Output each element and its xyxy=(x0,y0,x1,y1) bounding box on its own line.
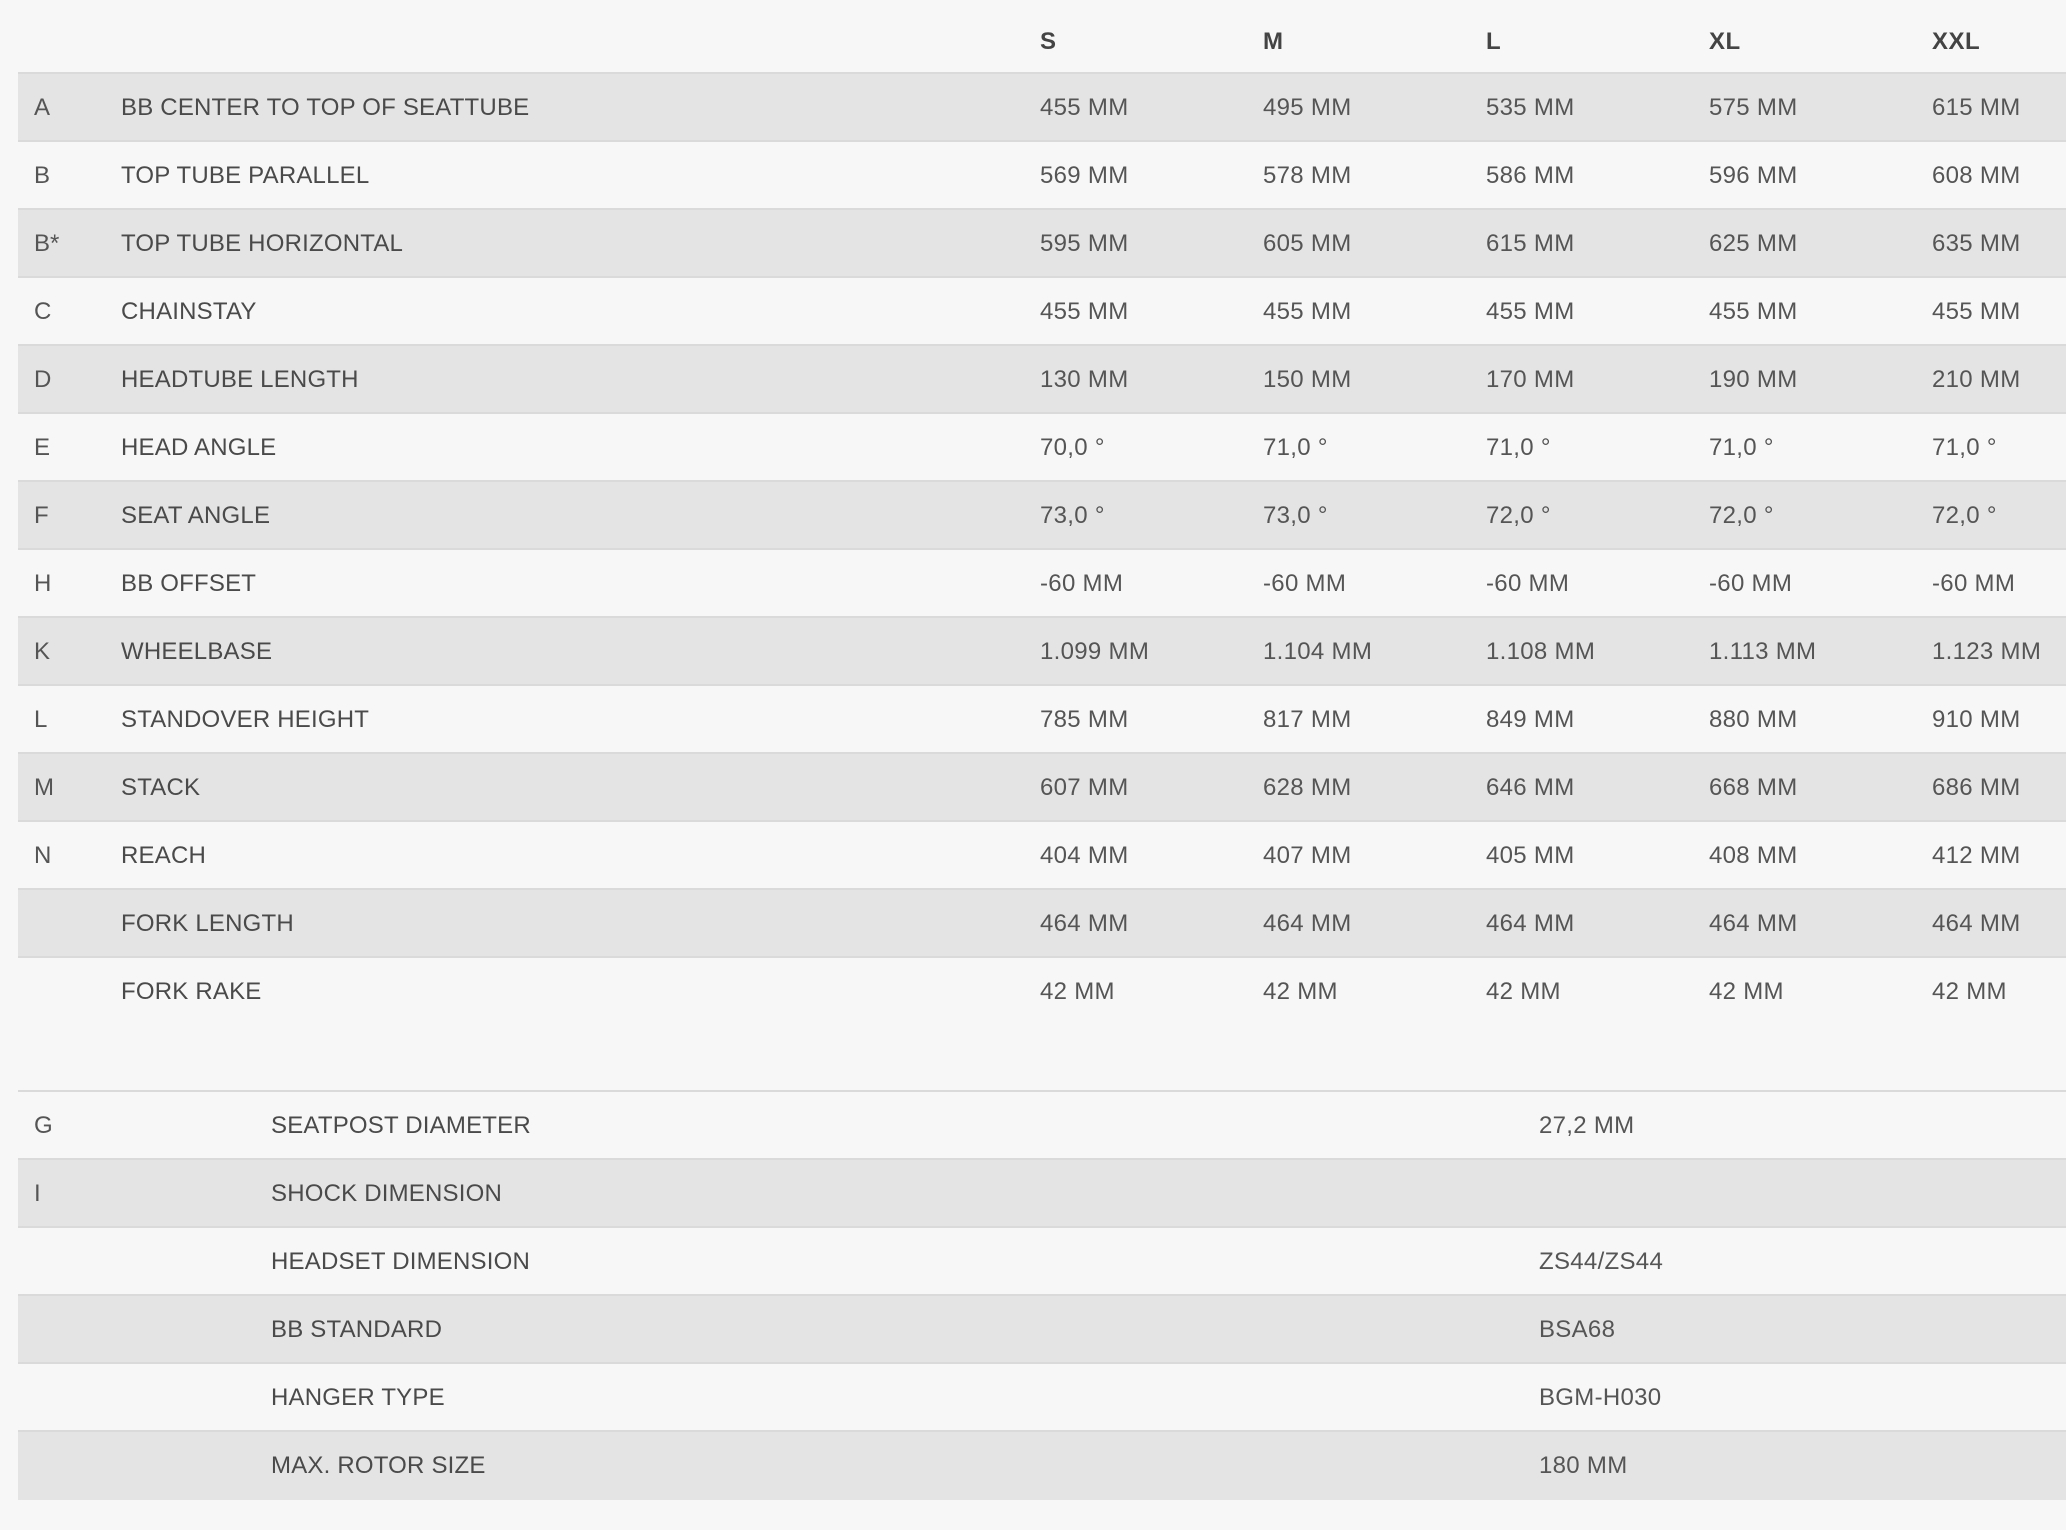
value-cell-xl: 668 MM xyxy=(1709,774,1798,801)
value-cell-s: 1.099 MM xyxy=(1040,638,1150,665)
size-header-row xyxy=(18,0,2066,74)
row-label: HEAD ANGLE xyxy=(121,434,277,461)
value-cell-l: 455 MM xyxy=(1486,298,1575,325)
value-cell-l: 646 MM xyxy=(1486,774,1575,801)
spec-row xyxy=(18,1092,2066,1160)
value-cell-l: 1.108 MM xyxy=(1486,638,1596,665)
value-cell-l: 615 MM xyxy=(1486,230,1575,257)
spec-code: I xyxy=(34,1180,41,1207)
spec-value: BGM-H030 xyxy=(1539,1384,1662,1411)
spec-label: SEATPOST DIAMETER xyxy=(271,1112,531,1139)
size-header-s: S xyxy=(1040,28,1057,55)
geometry-row xyxy=(18,482,2066,550)
value-cell-xxl: -60 MM xyxy=(1932,570,2016,597)
value-cell-s: 42 MM xyxy=(1040,978,1115,1005)
size-header-xxl: XXL xyxy=(1932,28,1981,55)
row-code: A xyxy=(34,94,51,121)
spec-label: MAX. ROTOR SIZE xyxy=(271,1452,486,1479)
spec-label: SHOCK DIMENSION xyxy=(271,1180,503,1207)
row-code: L xyxy=(34,706,48,733)
spec-value: ZS44/ZS44 xyxy=(1539,1248,1664,1275)
value-cell-s: 404 MM xyxy=(1040,842,1129,869)
value-cell-xl: 575 MM xyxy=(1709,94,1798,121)
row-code: K xyxy=(34,638,51,665)
value-cell-l: 72,0 ° xyxy=(1486,502,1551,529)
value-cell-l: 464 MM xyxy=(1486,910,1575,937)
value-cell-l: 849 MM xyxy=(1486,706,1575,733)
value-cell-xl: 71,0 ° xyxy=(1709,434,1774,461)
geometry-row xyxy=(18,210,2066,278)
geometry-row xyxy=(18,74,2066,142)
value-cell-l: 586 MM xyxy=(1486,162,1575,189)
value-cell-s: 455 MM xyxy=(1040,298,1129,325)
value-cell-l: -60 MM xyxy=(1486,570,1570,597)
row-label: REACH xyxy=(121,842,207,869)
value-cell-s: 607 MM xyxy=(1040,774,1129,801)
value-cell-l: 170 MM xyxy=(1486,366,1575,393)
value-cell-s: 569 MM xyxy=(1040,162,1129,189)
row-label: STACK xyxy=(121,774,201,801)
row-code: H xyxy=(34,570,52,597)
value-cell-s: 785 MM xyxy=(1040,706,1129,733)
spec-row xyxy=(18,1160,2066,1228)
spec-label: BB STANDARD xyxy=(271,1316,443,1343)
value-cell-xl: 72,0 ° xyxy=(1709,502,1774,529)
value-cell-xxl: 615 MM xyxy=(1932,94,2021,121)
row-label: BB OFFSET xyxy=(121,570,257,597)
row-label: FORK LENGTH xyxy=(121,910,294,937)
value-cell-m: 578 MM xyxy=(1263,162,1352,189)
value-cell-xxl: 635 MM xyxy=(1932,230,2021,257)
value-cell-xl: 880 MM xyxy=(1709,706,1798,733)
value-cell-s: -60 MM xyxy=(1040,570,1124,597)
value-cell-xxl: 72,0 ° xyxy=(1932,502,1997,529)
value-cell-xl: 455 MM xyxy=(1709,298,1798,325)
value-cell-l: 42 MM xyxy=(1486,978,1561,1005)
row-code: F xyxy=(34,502,49,529)
row-label: SEAT ANGLE xyxy=(121,502,271,529)
value-cell-m: 628 MM xyxy=(1263,774,1352,801)
geometry-row xyxy=(18,958,2066,1026)
value-cell-xxl: 71,0 ° xyxy=(1932,434,1997,461)
row-label: HEADTUBE LENGTH xyxy=(121,366,359,393)
geometry-table-body xyxy=(18,74,2066,1026)
row-code: N xyxy=(34,842,52,869)
row-label: FORK RAKE xyxy=(121,978,262,1005)
size-header-l: L xyxy=(1486,28,1502,55)
row-label: STANDOVER HEIGHT xyxy=(121,706,370,733)
spec-value: 180 MM xyxy=(1539,1452,1628,1479)
value-cell-xl: 42 MM xyxy=(1709,978,1784,1005)
value-cell-xl: 596 MM xyxy=(1709,162,1798,189)
row-code: C xyxy=(34,298,52,325)
value-cell-m: -60 MM xyxy=(1263,570,1347,597)
size-header-m: M xyxy=(1263,28,1284,55)
value-cell-xl: -60 MM xyxy=(1709,570,1793,597)
value-cell-l: 535 MM xyxy=(1486,94,1575,121)
value-cell-xxl: 210 MM xyxy=(1932,366,2021,393)
spec-value: 27,2 MM xyxy=(1539,1112,1635,1139)
value-cell-xxl: 1.123 MM xyxy=(1932,638,2042,665)
value-cell-xxl: 412 MM xyxy=(1932,842,2021,869)
value-cell-m: 495 MM xyxy=(1263,94,1352,121)
value-cell-xl: 408 MM xyxy=(1709,842,1798,869)
value-cell-xxl: 455 MM xyxy=(1932,298,2021,325)
geometry-row xyxy=(18,550,2066,618)
geometry-row xyxy=(18,618,2066,686)
geometry-row xyxy=(18,414,2066,482)
spec-row xyxy=(18,1228,2066,1296)
value-cell-xxl: 910 MM xyxy=(1932,706,2021,733)
value-cell-m: 464 MM xyxy=(1263,910,1352,937)
spec-row xyxy=(18,1296,2066,1364)
value-cell-xxl: 686 MM xyxy=(1932,774,2021,801)
spec-label: HEADSET DIMENSION xyxy=(271,1248,530,1275)
row-code: D xyxy=(34,366,52,393)
value-cell-m: 150 MM xyxy=(1263,366,1352,393)
row-label: WHEELBASE xyxy=(121,638,273,665)
size-header-xl: XL xyxy=(1709,28,1741,55)
value-cell-m: 71,0 ° xyxy=(1263,434,1328,461)
spec-value: BSA68 xyxy=(1539,1316,1616,1343)
geometry-row xyxy=(18,686,2066,754)
value-cell-m: 817 MM xyxy=(1263,706,1352,733)
row-label: TOP TUBE PARALLEL xyxy=(121,162,370,189)
value-cell-l: 71,0 ° xyxy=(1486,434,1551,461)
row-code: B* xyxy=(34,230,60,257)
value-cell-m: 455 MM xyxy=(1263,298,1352,325)
row-label: CHAINSTAY xyxy=(121,298,257,325)
value-cell-xl: 190 MM xyxy=(1709,366,1798,393)
value-cell-s: 464 MM xyxy=(1040,910,1129,937)
value-cell-s: 70,0 ° xyxy=(1040,434,1105,461)
row-label: BB CENTER TO TOP OF SEATTUBE xyxy=(121,94,530,121)
value-cell-xl: 1.113 MM xyxy=(1709,638,1817,665)
value-cell-xl: 464 MM xyxy=(1709,910,1798,937)
value-cell-xl: 625 MM xyxy=(1709,230,1798,257)
spec-row xyxy=(18,1432,2066,1500)
value-cell-l: 405 MM xyxy=(1486,842,1575,869)
geometry-row xyxy=(18,142,2066,210)
row-code: E xyxy=(34,434,51,461)
value-cell-xxl: 608 MM xyxy=(1932,162,2021,189)
value-cell-m: 605 MM xyxy=(1263,230,1352,257)
value-cell-m: 407 MM xyxy=(1263,842,1352,869)
row-label: TOP TUBE HORIZONTAL xyxy=(121,230,404,257)
spec-code: G xyxy=(34,1112,53,1139)
geometry-row xyxy=(18,822,2066,890)
value-cell-s: 455 MM xyxy=(1040,94,1129,121)
value-cell-s: 595 MM xyxy=(1040,230,1129,257)
geometry-row xyxy=(18,346,2066,414)
spec-row xyxy=(18,1364,2066,1432)
value-cell-m: 73,0 ° xyxy=(1263,502,1328,529)
geometry-row xyxy=(18,890,2066,958)
value-cell-s: 73,0 ° xyxy=(1040,502,1105,529)
value-cell-m: 1.104 MM xyxy=(1263,638,1373,665)
value-cell-xxl: 42 MM xyxy=(1932,978,2007,1005)
row-code: B xyxy=(34,162,51,189)
geometry-row xyxy=(18,278,2066,346)
value-cell-m: 42 MM xyxy=(1263,978,1338,1005)
value-cell-s: 130 MM xyxy=(1040,366,1129,393)
component-spec-table xyxy=(18,1090,2066,1500)
value-cell-xxl: 464 MM xyxy=(1932,910,2021,937)
geometry-table xyxy=(18,0,2066,1026)
row-code: M xyxy=(34,774,54,801)
geometry-row xyxy=(18,754,2066,822)
spec-label: HANGER TYPE xyxy=(271,1384,445,1411)
